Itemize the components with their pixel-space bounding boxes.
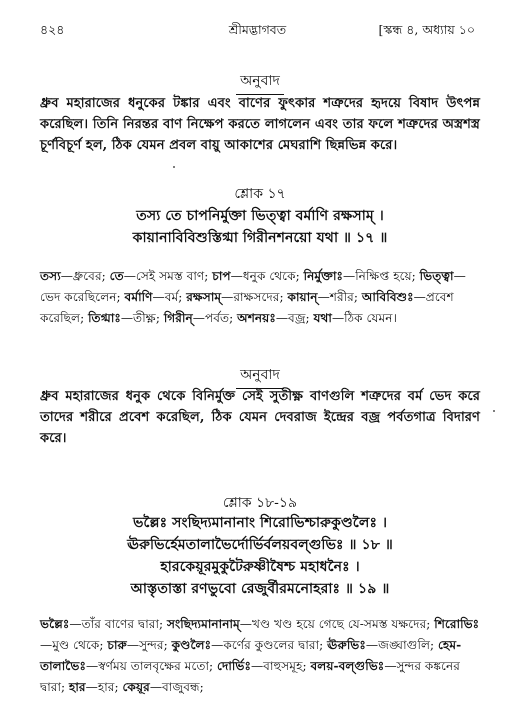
word-term: হেম-তালাভৈঃ [40,638,462,673]
word-term: চাপ [212,269,231,283]
chapter-reference: [স্কন্ধ ৪, অধ্যায় ১০ [378,22,475,37]
word-meaning: নিক্ষিপ্ত হয়ে; [355,269,420,283]
word-meaning: তাঁর বাণের দ্বারা; [81,617,167,631]
word-meaning: বাহুসমূহ; [263,659,311,673]
verse-18-line-2: ঊরুভির্হেমতালাভৈর্দোর্ভির্বলয়বল্গুভিঃ ॥ ১৮ ॥ [127,537,393,553]
word-dash: — [120,311,134,325]
verse-label-17: শ্লোক ১৭ [234,186,286,202]
word-meaning: সুন্দর; [139,638,172,652]
word-meaning: পর্বত; [204,311,238,325]
word-term: যথা [313,311,332,325]
verse-17-line-1: তস্য তে চাপনির্মুক্তা ভিত্ত্বা বর্মাণি রক্ষসাম্ । [136,208,384,224]
word-meaning: হার; [97,680,123,694]
word-dash: — [230,269,243,283]
word-dash: — [221,290,234,304]
word-dash: — [86,659,99,673]
verse-19-line-2: আস্তৃতাস্তা রণভুবো রেজুর্বীরমনোহরাঃ ॥ ১৯ ॥ [130,581,390,597]
word-dash: — [453,269,466,283]
verse-19-line-1: হারকেয়ূরমুকুটৈরুষ্ণীষৈশ্চ মহাধনৈঃ । [160,559,360,575]
word-dash: — [239,617,252,631]
word-term: হার [69,680,86,694]
word-dash: — [211,638,224,652]
word-dash: — [343,269,356,283]
word-meaning: জঙ্ঘাগুলি; [378,638,439,652]
word-dash: — [123,269,136,283]
word-dash: — [384,659,397,673]
word-meaning: ধ্রুবের; [72,269,110,283]
word-meanings-18-19 [40,614,480,698]
word-meaning: খণ্ড খণ্ড হয়ে গেছে যে-সমস্ত যক্ষদের; [251,617,435,631]
word-term: কায়ান্ [287,290,318,304]
word-dash: — [250,659,264,673]
word-term: নির্মুক্তাঃ [303,269,343,283]
word-term: বলয়-বল্গুভিঃ [310,659,385,673]
word-meaning: সেই সমস্ত বাণ; [135,269,213,283]
book-title: শ্রীমদ্ভাগবত [228,22,287,37]
word-term: ভল্লৈঃ [40,617,70,631]
word-term: কুণ্ডলৈঃ [171,638,212,652]
word-meaning: স্বর্ণময় তালবৃক্ষের মতো; [98,659,218,673]
word-dash: — [275,311,289,325]
word-meaning: ধনুক থেকে; [242,269,304,283]
word-dash: — [85,680,98,694]
word-meaning: তীক্ষ্ণ; [133,311,164,325]
word-meaning: কর্ণের কুণ্ডলের দ্বারা; [223,638,328,652]
word-term: শিরোভিঃ [434,617,480,631]
word-meaning: সুন্দর কঙ্কনের দ্বারা; [40,659,460,694]
word-term: ভিত্ত্বা [419,269,454,283]
translation-heading-2: অনুবাদ [40,363,480,389]
word-meaning: বজ্র; [288,311,314,325]
translation-text-2: ধ্রুব মহারাজের ধনুক থেকে বিনির্মুক্ত সেই সুতীক্ষ্ণ বাণগুলি শত্রুদের বর্ম ভেদ করে তাদের শরীরে প্রবেশ করেছিল, ঠিক যেমন দেবরাজ ইন্দ্রের বজ্র পর্বতগাত্র বিদারণ করে। [40,389,480,447]
word-meanings-17 [40,266,480,329]
word-dash: — [331,311,345,325]
word-meaning: রাক্ষসদের; [233,290,288,304]
print-speck [493,410,495,412]
word-term: গিরীন্ [163,311,193,325]
word-dash: — [192,311,205,325]
verse-17 [40,205,480,249]
word-meaning: বাজুবন্ধ; [162,680,204,694]
word-term: দোর্ভিঃ [217,659,251,673]
verse-18-line-1: ভল্লৈঃ সংছিদ্যমানানাং শিরোভিশ্চারুকুণ্ডলৈঃ । [132,515,388,531]
word-term: আবিবিশুঃ [361,290,414,304]
verse-label-18-19: শ্লোক ১৮-১৯ [222,495,298,511]
word-term: সংছিদ্যমানানাম্ [166,617,240,631]
word-meaning: বর্ম; [164,290,187,304]
word-dash: — [69,617,82,631]
word-term: অশনয়ঃ [237,311,276,325]
verse-17-line-2: কায়ানাবিবিশুস্তিগ্মা গিরীনশনয়ো যথা ॥ ১৭ ॥ [132,230,388,246]
word-term: তিগ্মাঃ [88,311,121,325]
word-term: তে [109,269,124,283]
word-term: রক্ষসাম্ [186,290,222,304]
print-speck [173,166,175,168]
word-meaning: ঠিক যেমন। [344,311,397,325]
word-term: ঊরুভিঃ [327,638,366,652]
word-dash: — [365,638,379,652]
word-term: তস্য [40,269,61,283]
word-term: চারু [107,638,127,652]
word-meaning: ভেদ করেছিলেন; [40,290,125,304]
page-header [40,22,475,42]
word-term: বর্মাণি [124,290,153,304]
word-dash: — [149,680,163,694]
word-meaning: শরীর; [329,290,362,304]
word-dash: — [126,638,140,652]
word-dash: — [152,290,165,304]
page-number: ৪২৪ [40,22,65,37]
translation-heading-1: অনুবাদ [40,69,480,95]
word-meaning: মুণ্ড থেকে; [52,638,108,652]
word-term: কেয়ূর [122,680,150,694]
verse-18-19 [40,512,480,600]
word-dash: — [60,269,73,283]
translation-text-1: ধ্রুব মহারাজের ধনুকের টঙ্কার এবং বাণের ফুৎকার শত্রুদের হৃদয়ে বিষাদ উৎপন্ন করেছিল। তিনি নিরন্তর বাণ নিক্ষেপ করতে লাগলেন এবং তার ফলে শত্রুদের অস্ত্রশস্ত্র চূর্ণবিচূর্ণ হল, ঠিক যেমন প্রবল বায়ু আকাশের মেঘরাশি ছিন্নভিন্ন করে। [40,96,480,154]
word-meaning: প্রবেশ করেছিল; [40,290,454,325]
word-dash: — [413,290,426,304]
word-dash: — [40,638,53,652]
word-dash: — [317,290,330,304]
